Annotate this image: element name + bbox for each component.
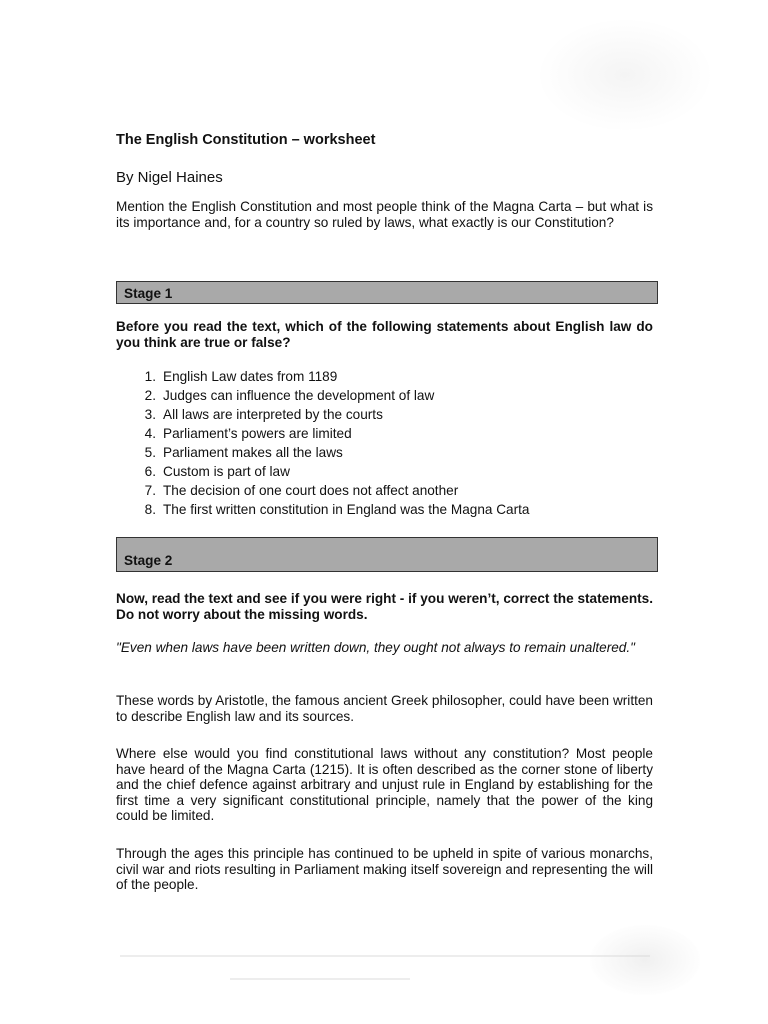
statement-text: The first written constitution in England was the Magna Carta — [163, 502, 530, 517]
stage-2-question: Now, read the text and see if you were right - if you weren’t, correct the statements. Do not worry about the missing words. — [116, 591, 653, 622]
scan-smudge-top — [540, 20, 710, 130]
author-line: By Nigel Haines — [116, 169, 223, 186]
list-item — [116, 367, 653, 386]
scan-smudge-bottom — [590, 925, 700, 995]
statement-number: 4. — [144, 426, 156, 441]
intro-paragraph: Mention the English Constitution and most people think of the Magna Carta – but what is its importance and, for a country so ruled by laws, what exactly is our Constitution? — [116, 199, 653, 230]
aristotle-quote: "Even when laws have been written down, they ought not always to remain unaltered." — [116, 640, 635, 655]
scan-artifact-line — [230, 978, 410, 980]
stage-1-label: Stage 1 — [124, 286, 173, 301]
statement-text: Parliament makes all the laws — [163, 445, 343, 460]
statement-text: All laws are interpreted by the courts — [163, 407, 383, 422]
statements-list — [116, 367, 653, 519]
statement-number: 5. — [144, 445, 156, 460]
statement-number: 2. — [144, 388, 156, 403]
list-item — [116, 462, 653, 481]
body-paragraph: Where else would you find constitutional laws without any constitution? Most people have heard of the Magna Carta (1215). It is often described as the corner stone of liberty and the chief defence against arbitrary and unjust rule in England by establishing for the first time a very significant constitutional principle, namely that the power of the king could be limited. — [116, 746, 653, 823]
statement-text: Judges can influence the development of law — [163, 388, 435, 403]
body-paragraph: These words by Aristotle, the famous ancient Greek philosopher, could have been written to describe English law and its sources. — [116, 693, 653, 724]
statement-text: Parliament’s powers are limited — [163, 426, 352, 441]
stage-1-header — [116, 281, 658, 304]
stage-1-question: Before you read the text, which of the following statements about English law do you think are true or false? — [116, 319, 653, 350]
statement-text: The decision of one court does not affect another — [163, 483, 459, 498]
statement-number: 1. — [144, 369, 156, 384]
list-item — [116, 481, 653, 500]
stage-2-label: Stage 2 — [124, 553, 173, 568]
statement-number: 7. — [144, 483, 156, 498]
list-item — [116, 386, 653, 405]
list-item — [116, 424, 653, 443]
statement-text: English Law dates from 1189 — [163, 369, 338, 384]
body-paragraph: Through the ages this principle has continued to be upheld in spite of various monarchs, civil war and riots resulting in Parliament making itself sovereign and representing the will of the people. — [116, 846, 653, 892]
statement-number: 6. — [144, 464, 156, 479]
statement-text: Custom is part of law — [163, 464, 290, 479]
scan-artifact-line — [120, 955, 650, 957]
list-item — [116, 500, 653, 519]
list-item — [116, 443, 653, 462]
statement-number: 8. — [144, 502, 156, 517]
stage-2-header — [116, 537, 658, 572]
statement-number: 3. — [144, 407, 156, 422]
page-title: The English Constitution – worksheet — [116, 132, 376, 148]
list-item — [116, 405, 653, 424]
